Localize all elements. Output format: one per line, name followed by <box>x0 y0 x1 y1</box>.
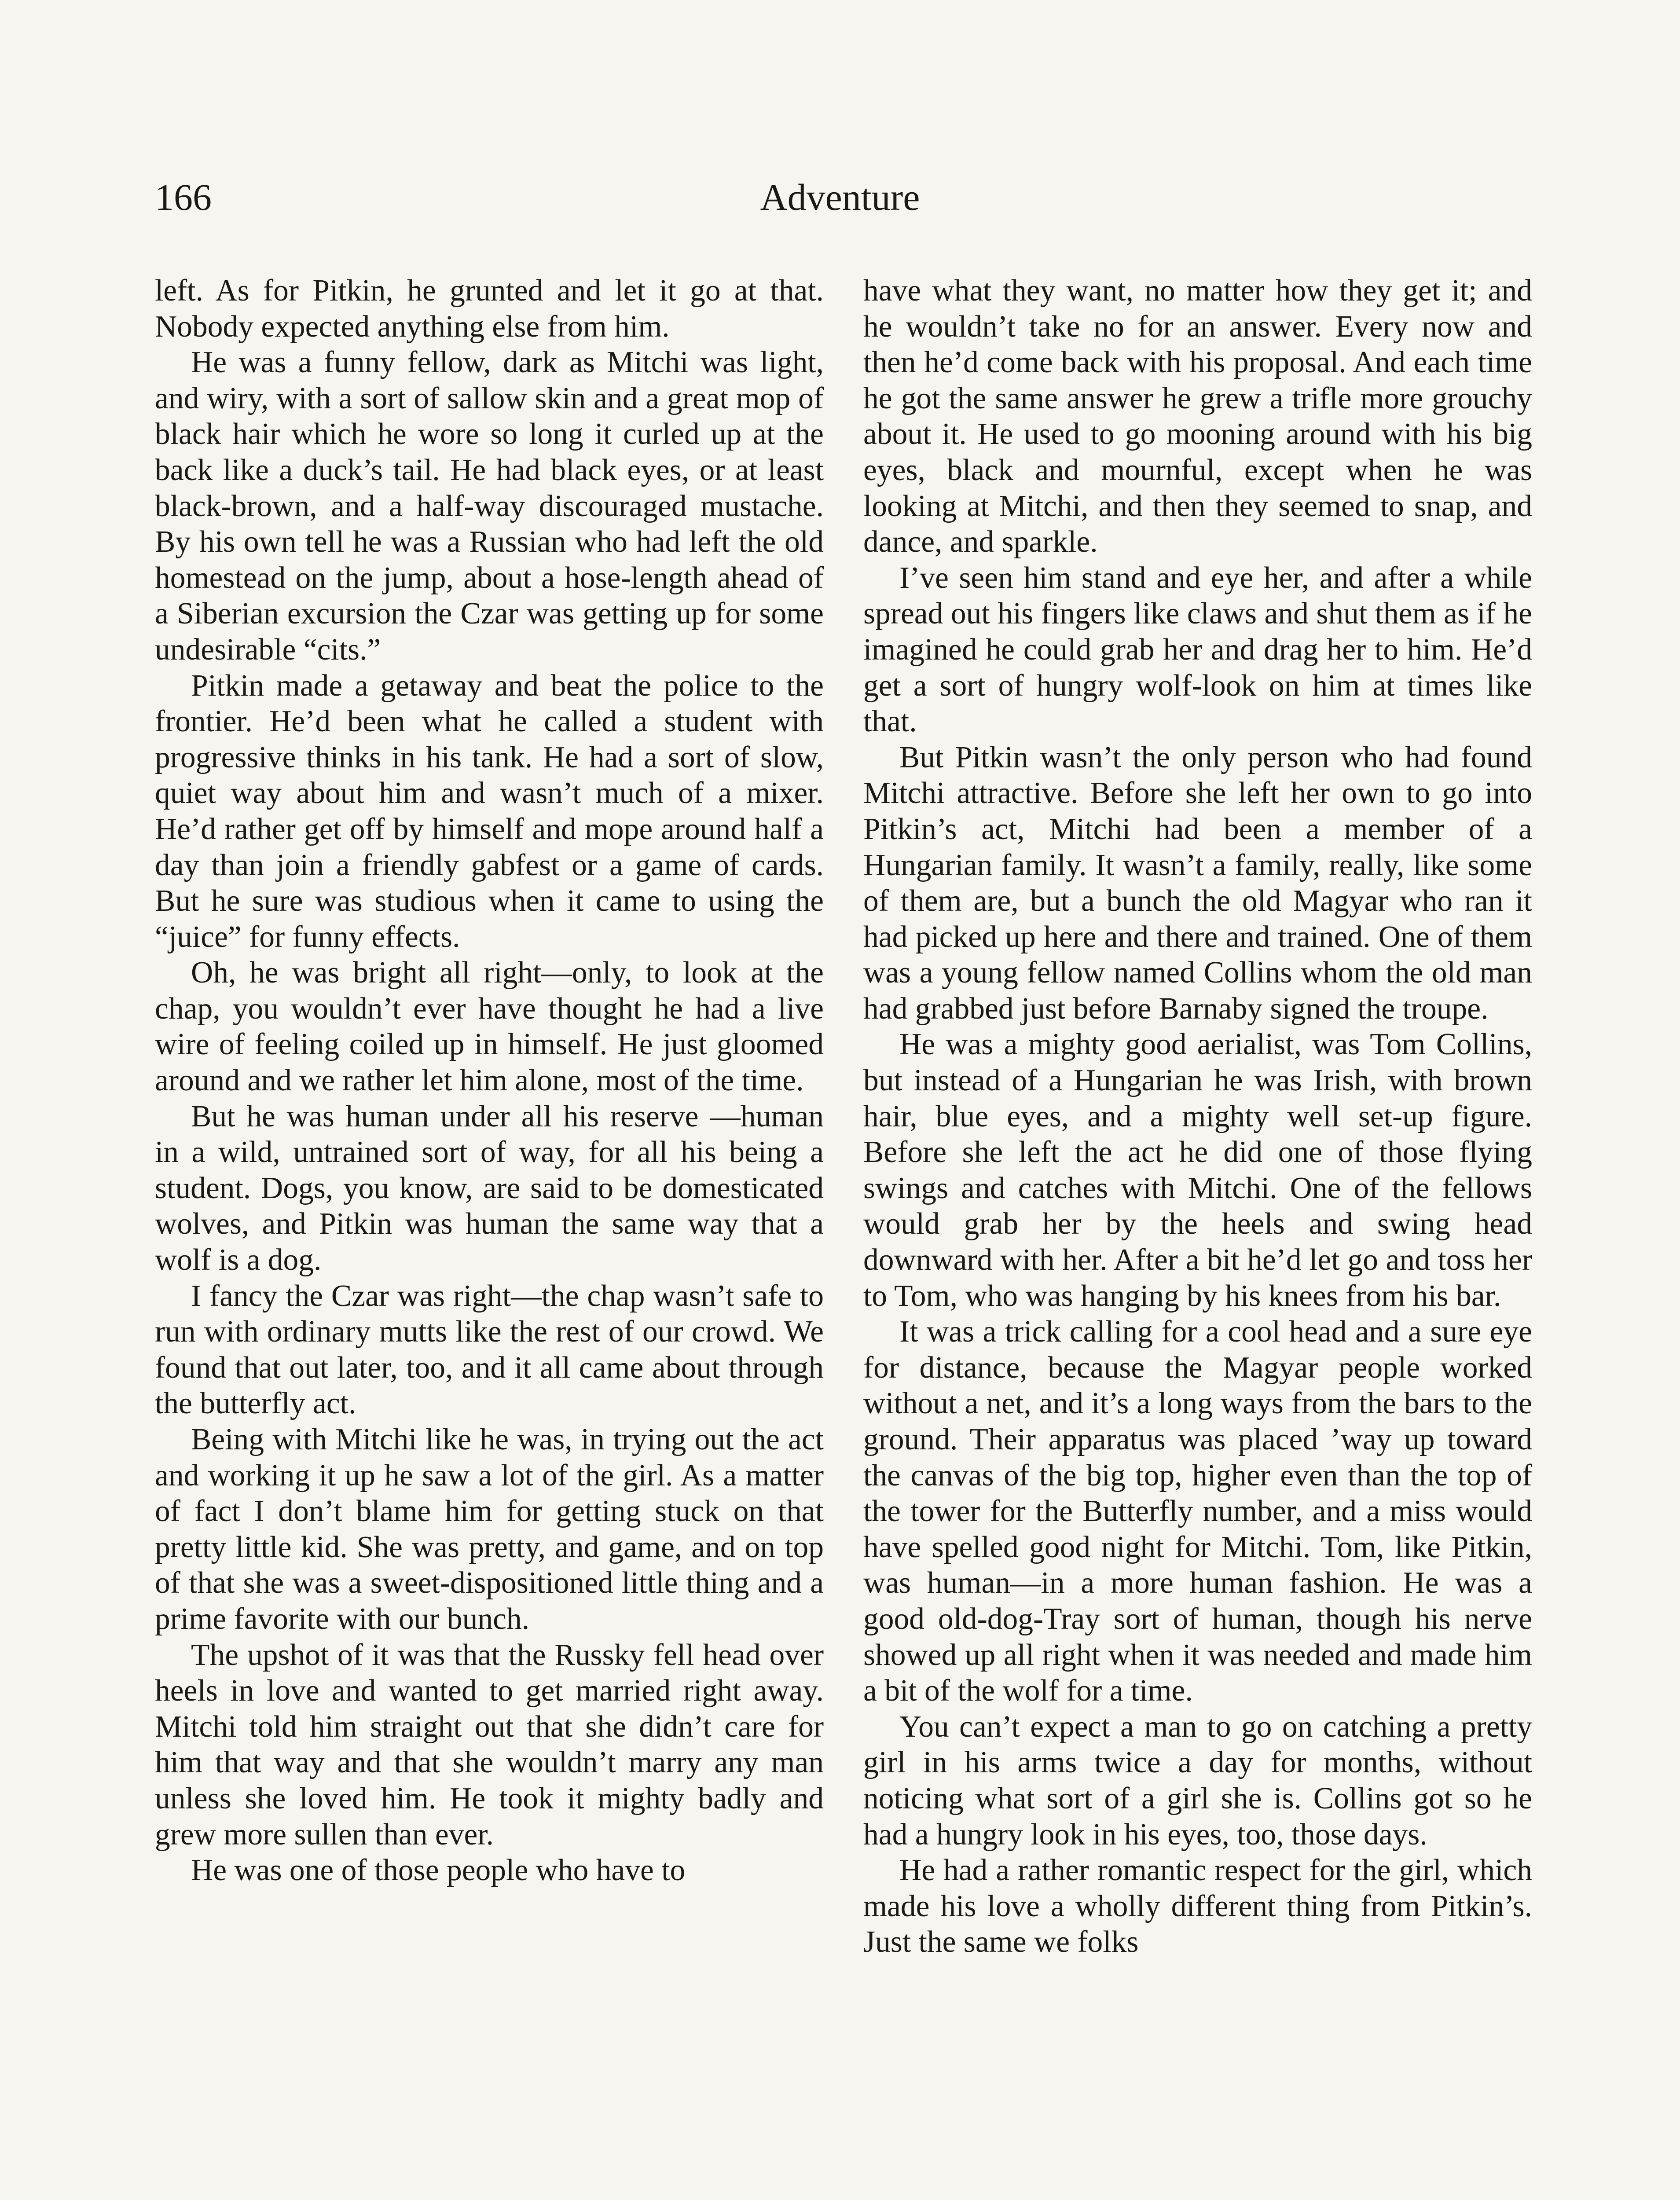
left-paragraph: But he was human under all his reserve —human in a wild, untrained sort of way, for all his being a student. Dogs, you know, are said to be domesticated wolves, and Pitkin was human the same way that a wolf is a dog. <box>155 1099 824 1277</box>
right-paragraph: He was a mighty good aerialist, was Tom Collins, but instead of a Hungarian he was Irish, with brown hair, blue eyes, and a mighty well set-up figure. Before she left the act he did one of those flying swings and catches with Mitchi. One of the fellows would grab her by the heels and swing head downward with her. After a bit he’d let go and toss her to Tom, who was hanging by his knees from his bar. <box>863 1027 1532 1313</box>
right-paragraph: I’ve seen him stand and eye her, and after a while spread out his fingers like claws and shut them as if he imagined he could grab her and drag her to him. He’d get a sort of hungry wolf-look on him at times like that. <box>863 561 1532 739</box>
left-paragraph: left. As for Pitkin, he grunted and let it go at that. Nobody expected anything else from him. <box>155 274 824 344</box>
left-paragraph: Pitkin made a getaway and beat the police to the frontier. He’d been what he called a student with progressive thinks in his tank. He had a sort of slow, quiet way about him and wasn’t much of a mixer. He’d rather get off by himself and mope around half a day than join a friendly gabfest or a game of cards. But he sure was studious when it came to using the “juice” for funny effects. <box>155 668 824 954</box>
right-paragraph: He had a rather romantic respect for the girl, which made his love a wholly different thing from Pitkin’s. Just the same we folks <box>863 1853 1532 1959</box>
left-paragraph: Oh, he was bright all right—only, to look at the chap, you wouldn’t ever have thought he had a live wire of feeling coiled up in himself. He just gloomed around and we rather let him alone, most of the time. <box>155 956 824 1098</box>
right-paragraph: You can’t expect a man to go on catching a pretty girl in his arms twice a day for months, without noticing what sort of a girl she is. Collins got so he had a hungry look in his eyes, too, those days. <box>863 1709 1532 1852</box>
page-number: 166 <box>155 176 212 218</box>
left-paragraph: He was one of those people who have to <box>191 1853 686 1888</box>
running-head-title: Adventure <box>760 176 920 218</box>
left-column <box>155 273 824 1888</box>
left-paragraph: I fancy the Czar was right—the chap wasn’t safe to run with ordinary mutts like the rest of our crowd. We found that out later, too, and it all came about through the butterfly act. <box>155 1279 824 1421</box>
right-column <box>863 273 1532 1960</box>
right-paragraph: have what they want, no matter how they get it; and he wouldn’t take no for an answer. Every now and then he’d come back with his proposal. And each time he got the same answer he grew a trifle more grouchy about it. He used to go mooning around with his big eyes, black and mournful, except when he was looking at Mitchi, and then they seemed to snap, and dance, and sparkle. <box>863 274 1532 559</box>
right-paragraph: It was a trick calling for a cool head and a sure eye for distance, because the Magyar people worked without a net, and it’s a long ways from the bars to the ground. Their apparatus was placed ’way up toward the canvas of the big top, higher even than the top of the tower for the Butterfly number, and a miss would have spelled good night for Mitchi. Tom, like Pitkin, was human—in a more human fashion. He was a good old-dog-Tray sort of human, though his nerve showed up all right when it was needed and made him a bit of the wolf for a time. <box>863 1315 1532 1708</box>
left-paragraph: He was a funny fellow, dark as Mitchi was light, and wiry, with a sort of sallow skin and a great mop of black hair which he wore so long it curled up at the back like a duck’s tail. He had black eyes, or at least black-brown, and a half-way discouraged mustache. By his own tell he was a Russian who had left the old homestead on the jump, about a hose-length ahead of a Siberian excursion the Czar was getting up for some undesirable “cits.” <box>155 345 824 667</box>
left-paragraph: The upshot of it was that the Russky fell head over heels in love and wanted to get married right away. Mitchi told him straight out that she didn’t care for him that way and that she wouldn’t marry any man unless she loved him. He took it mighty badly and grew more sullen than ever. <box>155 1638 824 1852</box>
right-paragraph: But Pitkin wasn’t the only person who had found Mitchi attractive. Before she left her own to go into Pitkin’s act, Mitchi had been a member of a Hungarian family. It wasn’t a family, really, like some of them are, but a bunch the old Magyar who ran it had picked up here and there and trained. One of them was a young fellow named Collins whom the old man had grabbed just before Barnaby signed the troupe. <box>863 740 1532 1026</box>
left-paragraph: Being with Mitchi like he was, in trying out the act and working it up he saw a lot of the girl. As a matter of fact I don’t blame him for getting stuck on that pretty little kid. She was pretty, and game, and on top of that she was a sweet-dispositioned little thing and a prime favorite with our bunch. <box>155 1423 824 1636</box>
